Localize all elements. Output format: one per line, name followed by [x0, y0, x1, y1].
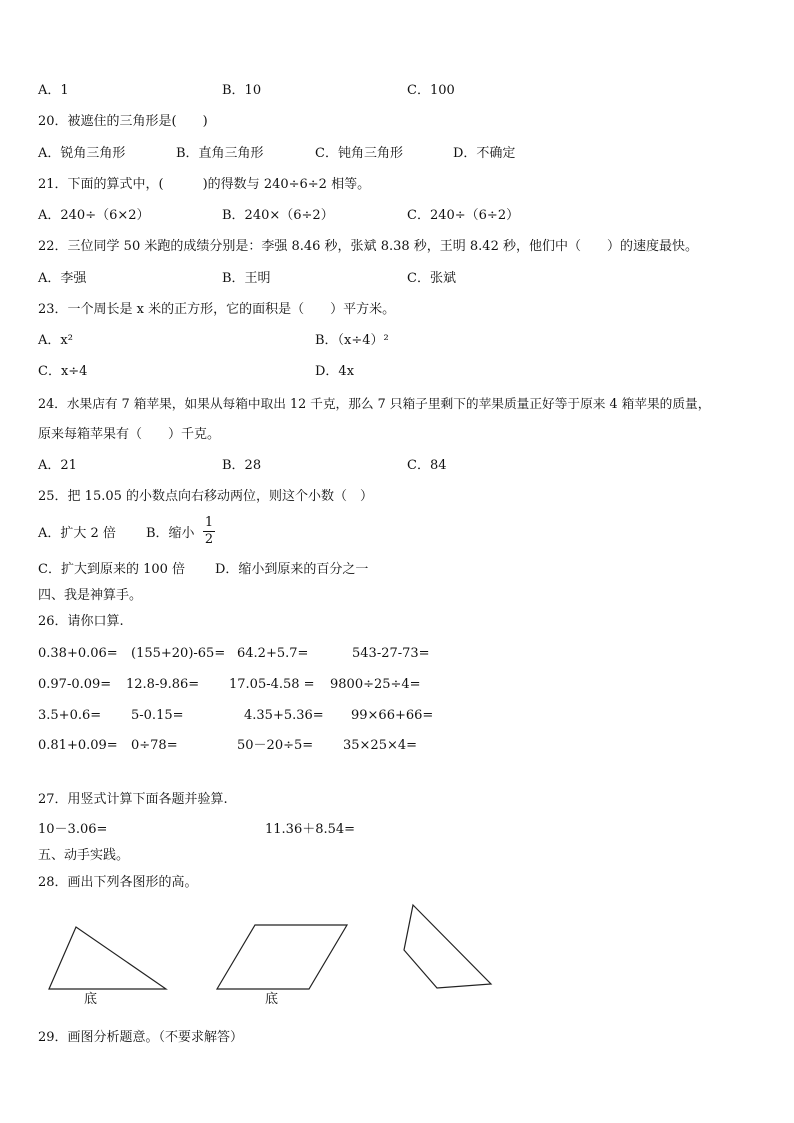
- q26-item: 64.2+5.7=: [237, 646, 309, 661]
- fraction-numerator: 1: [204, 515, 214, 530]
- q24-option-b: B．28: [222, 458, 262, 473]
- section-4-heading: 四、我是神算手。: [38, 588, 143, 603]
- q29-stem: 29．画图分析题意。（不要求解答）: [38, 1030, 244, 1045]
- q21-option-a: A．240÷（6×2）: [38, 208, 150, 223]
- q19-option-c: C．100: [407, 83, 455, 98]
- q24-option-c: C．84: [407, 458, 447, 473]
- q21-stem: 21．下面的算式中，( )的得数与 240÷6÷2 相等。: [38, 177, 371, 192]
- q21-option-b: B．240×（6÷2）: [222, 208, 334, 223]
- q19-option-a: A．1: [38, 83, 69, 98]
- q26-stem: 26．请你口算.: [38, 614, 124, 629]
- q21-option-c: C．240÷（6÷2）: [407, 208, 520, 223]
- q25-option-d: D．缩小到原来的百分之一: [215, 562, 369, 577]
- q26-item: 0.81+0.09=: [38, 738, 118, 753]
- q26-item: 0.97-0.09=: [38, 677, 112, 692]
- q22-stem: 22．三位同学 50 米跑的成绩分别是：李强 8.46 秒，张斌 8.38 秒，王明 8.42 秒，他们中（ ）的速度最快。: [38, 239, 698, 254]
- q26-item: 9800÷25÷4=: [330, 677, 421, 692]
- q26-item: 99×66+66=: [351, 708, 434, 723]
- q26-item: 4.35+5.36=: [244, 708, 324, 723]
- q23-option-d: D．4x: [315, 364, 355, 379]
- q19-option-b: B．10: [222, 83, 262, 98]
- q23-stem: 23．一个周长是 x 米的正方形，它的面积是（ ）平方米。: [38, 302, 396, 317]
- q24-stem-line2: 原来每箱苹果有（ ）千克。: [38, 427, 221, 442]
- q26-item: (155+20)-65=: [131, 646, 226, 661]
- fraction-denominator: 2: [204, 532, 214, 547]
- q27-item: 10－3.06=: [38, 822, 108, 837]
- q26-item: 543-27-73=: [352, 646, 430, 661]
- q23-option-c: C．x÷4: [38, 364, 88, 379]
- q20-stem: 20．被遮住的三角形是( ): [38, 114, 208, 129]
- parallelogram-base-label: 底: [265, 992, 279, 1007]
- q20-option-c: C．钝角三角形: [315, 146, 403, 161]
- q22-option-a: A．李强: [38, 271, 87, 286]
- q20-option-b: B．直角三角形: [176, 146, 264, 161]
- q25-option-a: A．扩大 2 倍: [38, 526, 116, 541]
- q25-stem: 25．把 15.05 的小数点向右移动两位，则这个小数（ ）: [38, 489, 374, 504]
- q26-item: 0.38+0.06=: [38, 646, 118, 661]
- q26-item: 3.5+0.6=: [38, 708, 102, 723]
- q22-option-b: B．王明: [222, 271, 271, 286]
- q23-option-b: B．（x÷4）²: [315, 333, 389, 348]
- q26-item: 0÷78=: [131, 738, 178, 753]
- triangle-base-label: 底: [84, 992, 98, 1007]
- q24-option-a: A．21: [38, 458, 77, 473]
- q28-stem: 28．画出下列各图形的高。: [38, 875, 198, 890]
- q20-option-a: A．锐角三角形: [38, 146, 126, 161]
- q26-item: 17.05-4.58 =: [229, 677, 315, 692]
- section-5-heading: 五、动手实践。: [38, 848, 130, 863]
- trapezoid-figure: [404, 905, 491, 988]
- q26-item: 35×25×4=: [343, 738, 418, 753]
- q25-option-b-label: B．缩小: [146, 526, 195, 541]
- q26-item: 50－20÷5=: [237, 738, 314, 753]
- q27-stem: 27．用竖式计算下面各题并验算.: [38, 792, 228, 807]
- triangle-figure: [49, 927, 166, 989]
- parallelogram-figure: [217, 925, 347, 989]
- q26-item: 12.8-9.86=: [126, 677, 200, 692]
- q27-item: 11.36＋8.54=: [265, 822, 356, 837]
- q25-option-c: C．扩大到原来的 100 倍: [38, 562, 186, 577]
- q20-option-d: D．不确定: [453, 146, 516, 161]
- q22-option-c: C．张斌: [407, 271, 456, 286]
- q23-option-a: A．x²: [38, 333, 73, 348]
- q26-item: 5-0.15=: [131, 708, 184, 723]
- q24-stem-line1: 24．水果店有 7 箱苹果，如果从每箱中取出 12 千克，那么 7 只箱子里剩下的苹果质量正好等于原来 4 箱苹果的质量，: [38, 396, 711, 411]
